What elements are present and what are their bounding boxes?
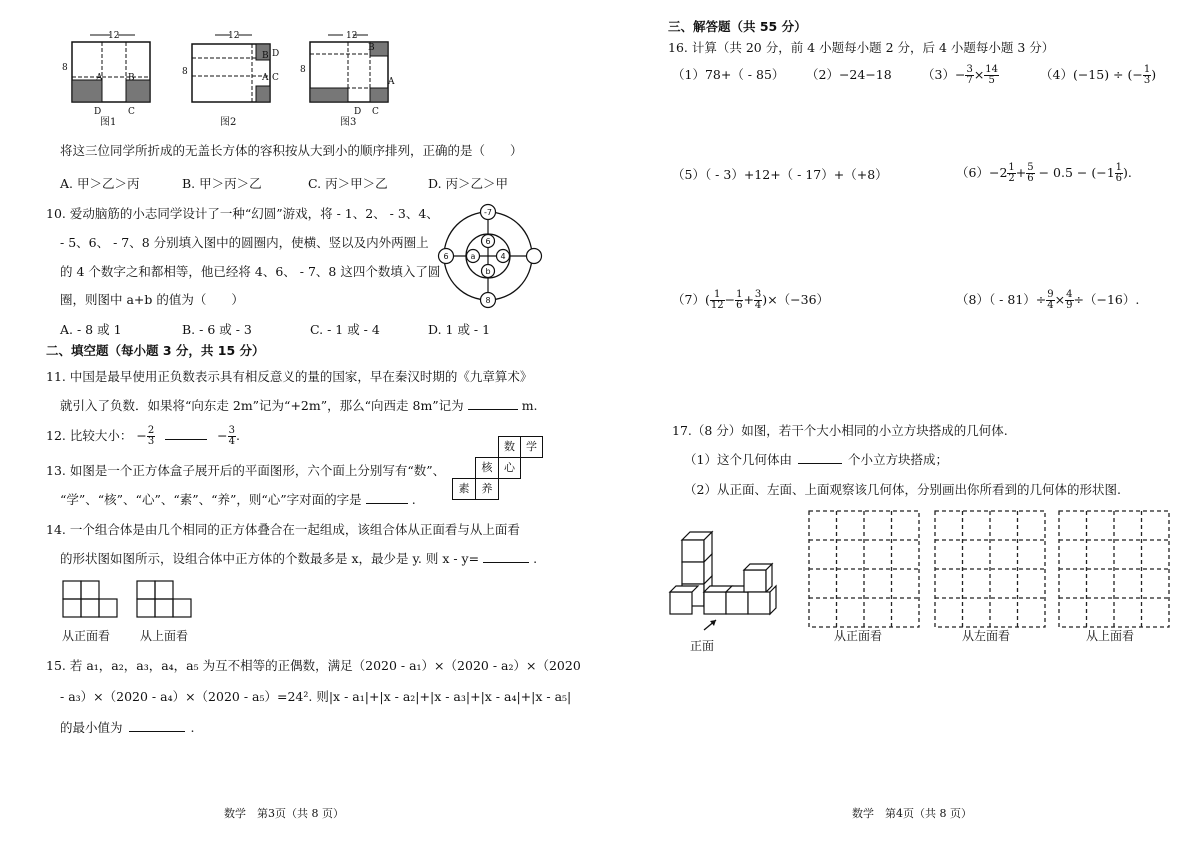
fig2-side-label: 8 xyxy=(182,67,188,77)
cube-net xyxy=(452,436,544,502)
q16-p7-frac-2: $\frac{1}{6}$ xyxy=(736,289,743,311)
cube-stack-figure xyxy=(664,522,784,632)
q16-part-7: （7）( $\frac{1}{12}$ − $\frac{1}{6}$ + $\frac{3}{4}$ )×（−36） xyxy=(672,289,830,311)
circle-inner-right: 4 xyxy=(500,252,506,261)
q14-text: 的形状图如图所示，设组合体中正方体的个数最多是 x，最少是 y. 则 x - y= xyxy=(60,551,480,566)
q16-p3-frac-1: $\frac{3}{7}$ xyxy=(966,64,973,86)
q15-end: . xyxy=(190,720,195,735)
q16-part-8: （8）（ - 81）÷ $\frac{9}{4}$ × $\frac{4}{9}$ ÷（−16）. xyxy=(956,289,1140,311)
circle-bottom: 8 xyxy=(485,296,491,305)
circle-inner-left: a xyxy=(470,252,476,261)
q10-line-3: 的 4 个数字之和都相等，他已经将 4、6、 - 7、8 这四个数填入了圆 xyxy=(60,264,441,279)
q10-option-b[interactable]: B. - 6 或 - 3 xyxy=(182,322,252,337)
q16-part-4: （4）(−15) ÷ (− $\frac{1}{3}$ ) xyxy=(1040,64,1157,86)
q16-part-2: （2）−24−18 xyxy=(806,67,892,82)
q14-top-view xyxy=(136,580,196,620)
circle-left: 6 xyxy=(443,252,449,261)
q17-part-1: （1）这个几何体由 个小立方块搭成； xyxy=(684,452,948,467)
q14-answer-blank[interactable] xyxy=(483,551,529,563)
q15-line-1: 15. 若 a₁，a₂，a₃，a₄，a₅ 为互不相等的正偶数，满足（2020 - a₁）×（2020 - a₂）×（2020 xyxy=(46,658,581,673)
section-2-heading: 二、填空题（每小题 3 分，共 15 分） xyxy=(46,343,265,358)
fig2-letter-d: D xyxy=(272,49,280,59)
q11-line-2 xyxy=(60,398,538,414)
q12-frac-1: $\frac{2}{3}$ xyxy=(147,425,155,447)
magic-circle-diagram xyxy=(440,200,545,312)
q9-option-b[interactable]: B. 甲＞丙＞乙 xyxy=(182,176,262,191)
q16-p7-frac-3: $\frac{3}{4}$ xyxy=(754,289,762,311)
q15-line-3 xyxy=(60,720,195,736)
grid-caption-front: 从正面看 xyxy=(834,629,883,643)
q15-line-2: - a₃）×（2020 - a₄）×（2020 - a₅）=24². 则|x - a₁|+|x - a₂|+|x - a₃|+|x - a₄|+|x - a₅| xyxy=(60,689,572,704)
q17-part-2: （2）从正面、左面、上面观察该几何体，分别画出你所看到的几何体的形状图. xyxy=(684,482,1121,497)
fig3-side-label: 8 xyxy=(300,65,306,75)
q14-caption-front: 从正面看 xyxy=(62,629,111,643)
net-face-he: 核 xyxy=(475,457,499,479)
fig2-letter-b: B xyxy=(262,51,269,61)
fig1-top-label: 12 xyxy=(108,31,120,41)
q9-option-c[interactable]: C. 丙＞甲＞乙 xyxy=(308,176,388,191)
q16-p6-frac-3: $\frac{1}{6}$ xyxy=(1115,162,1123,184)
q10-option-a[interactable]: A. - 8 或 1 xyxy=(60,322,122,337)
q12-minus-2: − xyxy=(217,428,228,443)
q13-text: “学”、“核”、“心”、“素”、“养”，则“心”字对面的字是 xyxy=(60,492,362,507)
fig2-top-label: 12 xyxy=(228,31,240,41)
fig3-letter-a: A xyxy=(388,77,395,87)
q9-stem: 将这三位同学所折成的无盖长方体的容积按从大到小的顺序排列，正确的是（ ） xyxy=(60,143,523,158)
q15-text: 的最小值为 xyxy=(60,720,123,735)
q10-line-1: 10. 爱动脑筋的小志同学设计了一种“幻圆”游戏，将 - 1、2、 - 3、4、 xyxy=(46,206,439,221)
fig3-letter-b: B xyxy=(368,43,375,53)
q14-line-1: 14. 一个组合体是由几个相同的正方体叠合在一起组成，该组合体从正面看与从上面看 xyxy=(46,522,520,537)
q15-answer-blank[interactable] xyxy=(129,720,185,732)
net-face-su: 素 xyxy=(452,478,476,500)
q16-p6-frac-2: $\frac{5}{6}$ xyxy=(1027,162,1034,184)
grid-left-view[interactable] xyxy=(934,510,1046,628)
q11-line-1: 11. 中国是最早使用正负数表示具有相反意义的量的国家，早在秦汉时期的《九章算术》 xyxy=(46,369,533,384)
q12-end: . xyxy=(236,428,241,443)
q17-stem: 17.（8 分）如图，若干个大小相同的小立方块搭成的几何体. xyxy=(672,423,1008,438)
q11-text: 就引入了负数．如果将“向东走 2m”记为“+2m”，那么“向西走 8m”记为 xyxy=(60,398,464,413)
q16-stem: 16. 计算（共 20 分，前 4 小题每小题 2 分，后 4 小题每小题 3 分） xyxy=(668,40,1055,55)
circle-inner-top: 6 xyxy=(485,237,491,246)
fig1-caption: 图1 xyxy=(100,117,117,128)
q12-row xyxy=(46,424,240,448)
fig3-letter-d: D xyxy=(354,107,362,117)
circle-top: -7 xyxy=(484,208,492,217)
q16-p8-frac-1: $\frac{9}{4}$ xyxy=(1047,289,1054,311)
q16-p3-frac-2: $\frac{14}{5}$ xyxy=(985,64,999,86)
q16-p7-frac-1: $\frac{1}{12}$ xyxy=(710,289,724,311)
net-face-shu: 数 xyxy=(498,436,521,458)
fig2-letter-a: A xyxy=(262,73,269,83)
q9-option-a[interactable]: A. 甲＞乙＞丙 xyxy=(60,176,140,191)
circle-inner-bottom: b xyxy=(485,267,491,276)
q14-end: . xyxy=(533,551,538,566)
front-view-label: 正面 xyxy=(690,639,715,653)
net-face-xin: 心 xyxy=(498,457,521,479)
q13-line-1: 13. 如图是一个正方体盒子展开后的平面图形，六个面上分别写有“数”、 xyxy=(46,463,446,478)
q16-part-6: （6）−2 $\frac{1}{2}$ + $\frac{5}{6}$ − 0.5 − (−1 $\frac{1}{6}$ ). xyxy=(956,162,1132,184)
q10-option-d[interactable]: D. 1 或 - 1 xyxy=(428,322,491,337)
left-page-footer: 数学 第3页（共 8 页） xyxy=(224,807,344,820)
net-face-yang: 养 xyxy=(475,478,499,500)
section-3-heading: 三、解答题（共 55 分） xyxy=(668,19,807,34)
q12-label: 12. 比较大小： xyxy=(46,428,133,443)
q10-line-4: 圈，则图中 a+b 的值为（ ） xyxy=(60,292,244,307)
net-face-xue: 学 xyxy=(520,436,543,458)
right-page-footer: 数学 第4页（共 8 页） xyxy=(852,807,972,820)
q16-part-3: （3）− $\frac{3}{7}$ × $\frac{14}{5}$ xyxy=(922,64,999,86)
grid-caption-top: 从上面看 xyxy=(1086,629,1135,643)
fig1-side-label: 8 xyxy=(62,63,68,73)
q10-option-c[interactable]: C. - 1 或 - 4 xyxy=(310,322,380,337)
q14-line-2 xyxy=(60,551,537,567)
fig2-letter-c: C xyxy=(272,73,279,83)
fig1-letter-b: B xyxy=(128,73,135,83)
fig3-letter-c: C xyxy=(372,107,379,117)
q16-part-1: （1）78+（ - 85） xyxy=(672,67,785,82)
q13-answer-blank[interactable] xyxy=(366,492,408,504)
grid-caption-left: 从左面看 xyxy=(962,629,1011,643)
q9-option-d[interactable]: D. 丙＞乙＞甲 xyxy=(428,176,509,191)
q13-end: . xyxy=(411,492,416,507)
q10-line-2: - 5、6、 - 7、8 分别填入图中的圆圈内，使横、竖以及内外两圈上 xyxy=(60,235,429,250)
q16-p6-frac-1: $\frac{1}{2}$ xyxy=(1008,162,1015,184)
fig1-letter-c: C xyxy=(128,107,135,117)
q12-answer-blank[interactable] xyxy=(165,428,207,440)
q11-unit: m. xyxy=(521,398,538,413)
fig3-caption: 图3 xyxy=(340,117,357,128)
q17-answer-blank[interactable] xyxy=(798,452,842,464)
q16-part-5: （5）（ - 3）+12+（ - 17）+（+8） xyxy=(672,167,888,182)
fig1-letter-d: D xyxy=(94,107,102,117)
fig2-caption: 图2 xyxy=(220,117,237,128)
q16-p8-frac-2: $\frac{4}{9}$ xyxy=(1066,289,1073,311)
fig3-top-label: 12 xyxy=(346,31,358,41)
fig1-letter-a: A xyxy=(96,73,103,83)
q11-answer-blank[interactable] xyxy=(468,398,518,410)
q16-p4-frac: $\frac{1}{3}$ xyxy=(1143,64,1151,86)
q12-frac-2: $\frac{3}{4}$ xyxy=(228,425,236,447)
grid-top-view[interactable] xyxy=(1058,510,1170,628)
q12-minus-1: − xyxy=(136,428,147,443)
q14-front-view xyxy=(62,580,122,620)
q13-line-2 xyxy=(60,492,416,508)
q14-caption-top: 从上面看 xyxy=(140,629,189,643)
grid-front-view[interactable] xyxy=(808,510,920,628)
